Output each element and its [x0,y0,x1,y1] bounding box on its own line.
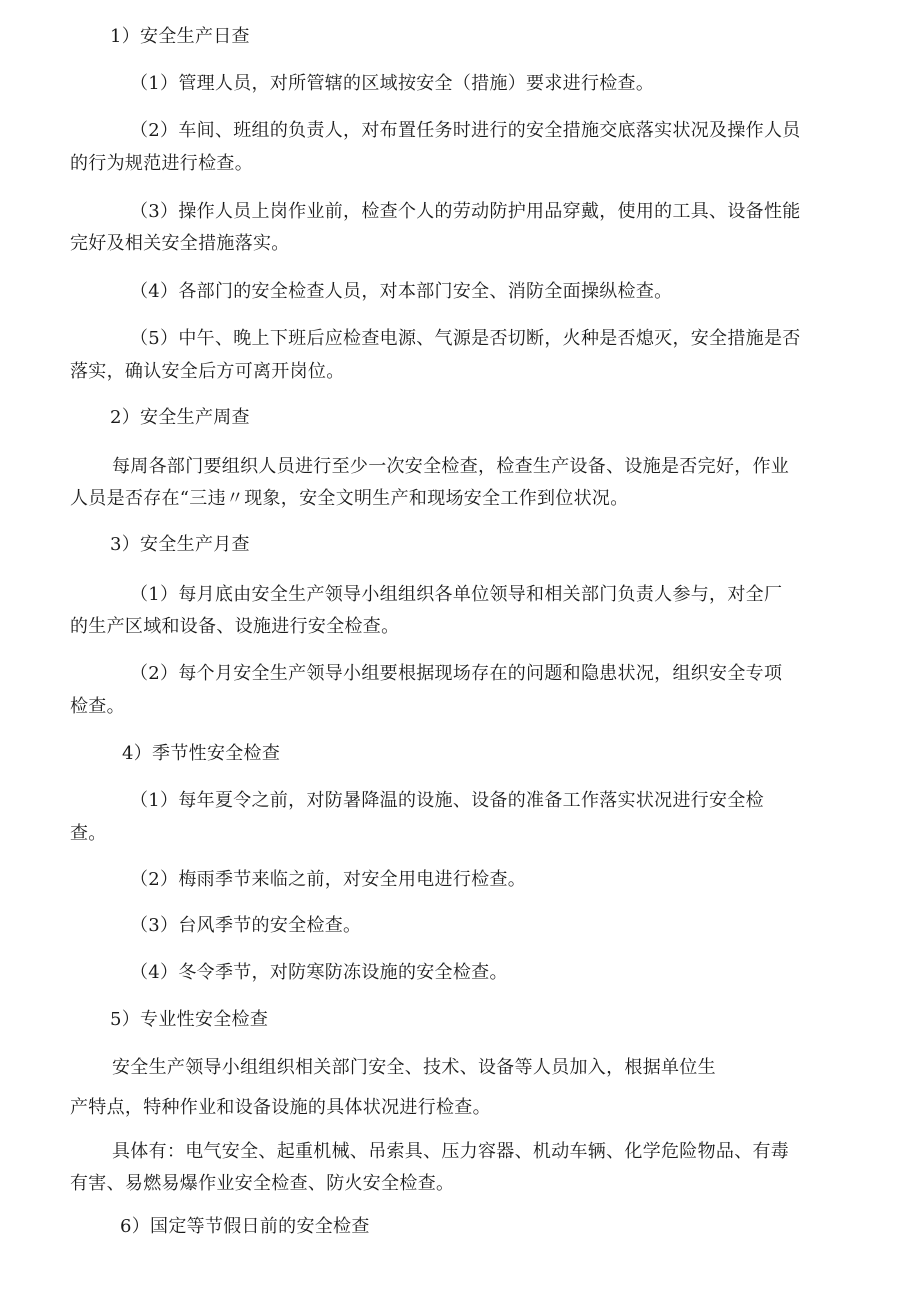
paragraph-line: （1）每月底由安全生产领导小组组织各单位领导和相关部门负责人参与，对全厂 [130,584,783,605]
heading-monthly-check: 3）安全生产月查 [110,534,250,555]
paragraph-line: 安全生产领导小组组织相关部门安全、技术、设备等人员加入，根据单位生 [112,1057,716,1078]
paragraph-line: 具体有：电气安全、起重机械、吊索具、压力容器、机动车辆、化学危险物品、有毒 [112,1141,790,1162]
paragraph-line: （2）每个月安全生产领导小组要根据现场存在的问题和隐患状况，组织安全专项 [130,663,783,684]
heading-daily-check: 1）安全生产日查 [110,26,250,47]
paragraph-line: （4）各部门的安全检查人员，对本部门安全、消防全面操纵检查。 [130,281,673,302]
paragraph-line: 有害、易燃易爆作业安全检查、防火安全检查。 [70,1173,455,1194]
heading-seasonal-check: 4）季节性安全检查 [122,743,281,764]
paragraph-line: （2）梅雨季节来临之前，对安全用电进行检查。 [130,869,527,890]
paragraph-line: 完好及相关安全措施落实。 [70,233,290,254]
paragraph-line: （3）操作人员上岗作业前，检查个人的劳动防护用品穿戴，使用的工具、设备性能 [130,201,801,222]
paragraph-line: （1）管理人员，对所管辖的区域按安全（措施）要求进行检查。 [130,73,655,94]
paragraph-line: （3）台风季节的安全检查。 [130,915,362,936]
paragraph-line: （5）中午、晚上下班后应检查电源、气源是否切断，火种是否熄灭，安全措施是否 [130,328,801,349]
paragraph-line: 的生产区域和设备、设施进行安全检查。 [70,616,400,637]
paragraph-line: 检查。 [70,696,125,717]
paragraph-line: （4）冬令季节，对防寒防冻设施的安全检查。 [130,962,508,983]
heading-holiday-check: 6）国定等节假日前的安全检查 [120,1216,370,1237]
paragraph-line: 人员是否存在“三违〃现象，安全文明生产和现场安全工作到位状况。 [70,488,629,509]
paragraph-line: 落实，确认安全后方可离开岗位。 [70,361,345,382]
paragraph-line: 每周各部门要组织人员进行至少一次安全检查，检查生产设备、设施是否完好，作业 [112,456,790,477]
heading-specialized-check: 5）专业性安全检查 [110,1009,269,1030]
paragraph-line: 的行为规范进行检查。 [70,153,253,174]
paragraph-line: 查。 [70,823,107,844]
paragraph-line: （1）每年夏令之前，对防暑降温的设施、设备的准备工作落实状况进行安全检 [130,790,764,811]
heading-weekly-check: 2）安全生产周查 [110,407,250,428]
paragraph-line: 产特点，特种作业和设备设施的具体状况进行检查。 [70,1097,491,1118]
paragraph-line: （2）车间、班组的负责人，对布置任务时进行的安全措施交底落实状况及操作人员 [130,120,801,141]
